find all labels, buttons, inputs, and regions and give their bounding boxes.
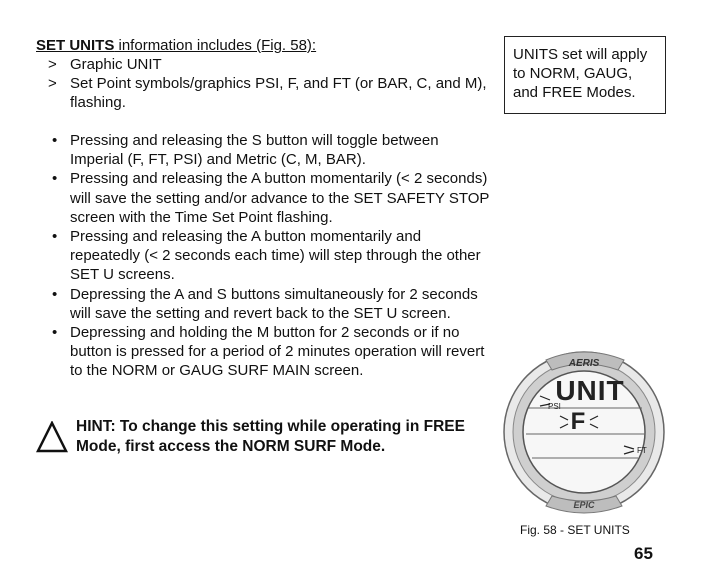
- instruction-item: [52, 169, 492, 227]
- info-list-item: [48, 74, 488, 112]
- bullet-marker: •: [52, 170, 58, 188]
- gt-marker: >: [48, 56, 57, 73]
- lcd-main-text: UNIT: [555, 375, 625, 406]
- section-heading-rest: information includes (Fig. 58):: [114, 37, 317, 54]
- info-list: [48, 55, 488, 112]
- dive-computer-illustration: [502, 346, 668, 516]
- warning-triangle-icon: [36, 421, 68, 453]
- instruction-text: Pressing and releasing the S button will toggle between Imperial (F, FT, PSI) and Metric (C, M, BAR).: [70, 132, 439, 169]
- instruction-text: Depressing the A and S buttons simultaneously for 2 seconds will save the setting and revert back to the SET U screen.: [70, 285, 478, 322]
- info-list-item-text: Set Point symbols/graphics PSI, F, and FT (or BAR, C, and M), flashing.: [70, 75, 487, 111]
- figure-caption: Fig. 58 - SET UNITS: [520, 523, 630, 537]
- gt-marker: >: [48, 75, 57, 92]
- hint-text: HINT: To change this setting while operating in FREE Mode, first access the NORM SURF Mode.: [76, 418, 465, 455]
- instruction-text: Pressing and releasing the A button momentarily and repeatedly (< 2 seconds each time) will step through the other SET U screens.: [70, 228, 481, 284]
- lcd-unit-text: F: [570, 408, 586, 435]
- instruction-item: [52, 323, 492, 381]
- model-label: EPIC: [573, 500, 595, 510]
- bullet-marker: •: [52, 285, 58, 303]
- note-text: UNITS set will apply to NORM, GAUG, and FREE Modes.: [513, 46, 648, 101]
- dive-computer-figure: [502, 346, 668, 516]
- instruction-item: [52, 131, 492, 169]
- page-number: 65: [634, 544, 653, 563]
- section-heading-strong: SET UNITS: [36, 37, 115, 54]
- bullet-marker: •: [52, 228, 58, 246]
- instruction-text: Depressing and holding the M button for 2 seconds or if no button is pressed for a period of 2 minutes operation will revert to the NORM or GAUG SURF MAIN screen.: [70, 324, 485, 380]
- bullet-marker: •: [52, 132, 58, 149]
- section-heading: [36, 36, 316, 55]
- brand-label: AERIS: [568, 358, 600, 369]
- lcd-ft-label: FT: [637, 446, 647, 455]
- instruction-text: Pressing and releasing the A button momentarily (< 2 seconds) will save the setting and/or advance to the SET SAFETY STOP screen with the Time Set Point flashing.: [70, 170, 490, 226]
- instruction-list: [52, 131, 492, 381]
- info-list-item-text: Graphic UNIT: [70, 56, 162, 73]
- instruction-item: [52, 227, 492, 285]
- instruction-item: [52, 285, 492, 323]
- info-list-item: [48, 55, 488, 74]
- lcd-psi-label: PSI: [548, 402, 561, 411]
- bullet-marker: •: [52, 324, 58, 342]
- note-box: [504, 36, 666, 114]
